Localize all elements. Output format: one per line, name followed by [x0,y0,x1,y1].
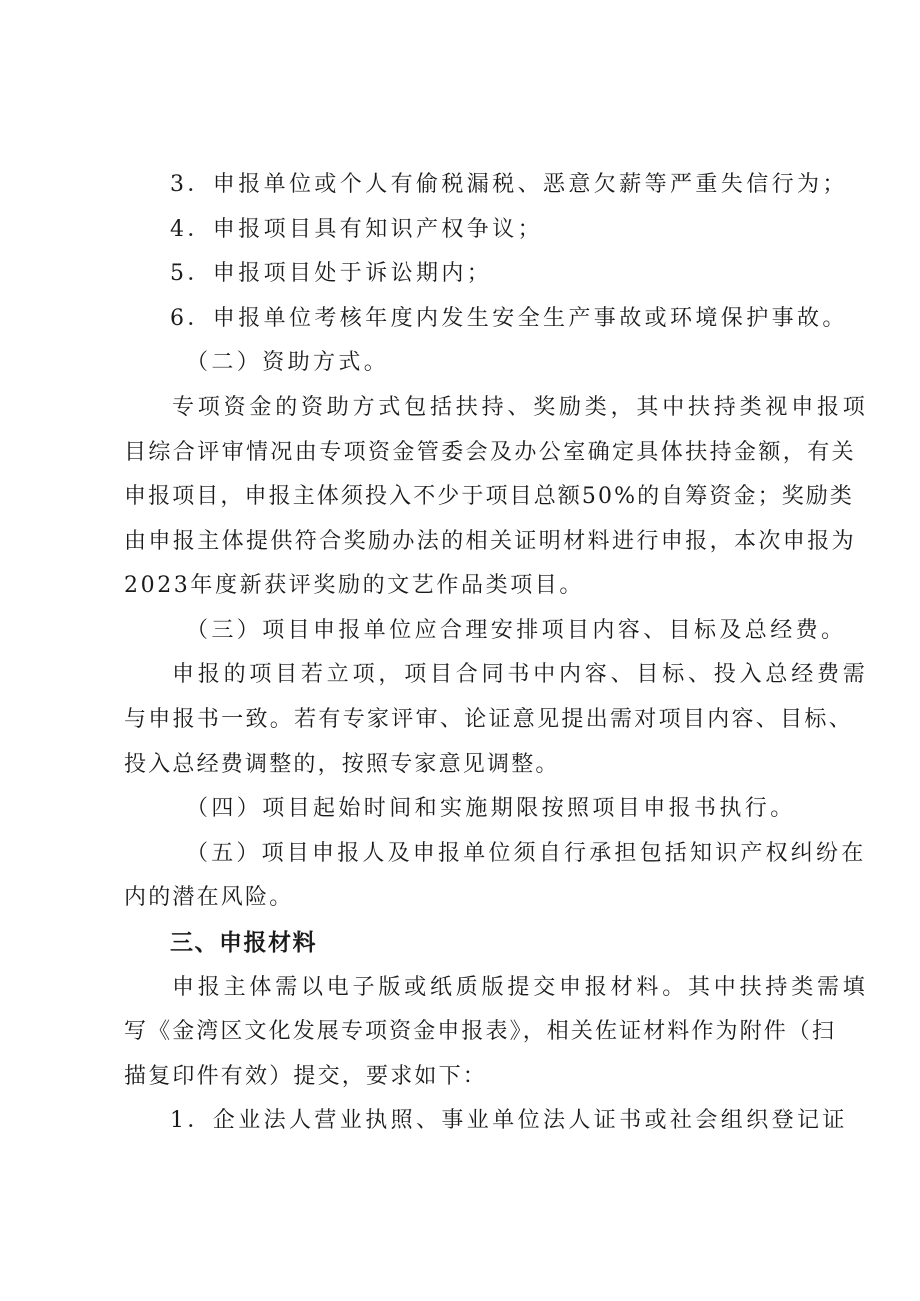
paragraph-line: 描复印件有效）提交，要求如下： [124,1064,488,1089]
list-item-5: 5．申报项目处于诉讼期内； [170,261,493,286]
paragraph-line: 专项资金的资助方式包括扶持、奖励类，其中扶持类视申报项 [172,395,869,420]
paragraph-line: 申报主体需以电子版或纸质版提交申报材料。其中扶持类需填 [172,975,869,1000]
section-title-3: 三、申报材料 [170,930,317,956]
list-item-3: 3．申报单位或个人有偷税漏税、恶意欠薪等严重失信行为； [170,172,848,197]
list-item-4: 4．申报项目具有知识产权争议； [170,217,543,242]
paragraph-line: 写《金湾区文化发展专项资金申报表》，相关佐证材料作为附件（扫 [124,1019,837,1044]
section-heading-5: （五）项目申报人及申报单位须自行承担包括知识产权纠纷在 [186,841,867,866]
paragraph-line: 内的潜在风险。 [124,885,294,910]
section-heading-4: （四）项目起始时间和实施期限按照项目申报书执行。 [186,796,796,821]
list-item-6: 6．申报单位考核年度内发生安全生产事故或环境保护事故。 [170,306,848,331]
paragraph-line: 由申报主体提供符合奖励办法的相关证明材料进行申报，本次申报为 [124,529,857,554]
list-item-1: 1．企业法人营业执照、事业单位法人证书或社会组织登记证 [170,1108,848,1133]
paragraph-line: 申报项目，申报主体须投入不少于项目总额50%的自筹资金；奖励类 [124,484,855,509]
paragraph-line: 与申报书一致。若有专家评审、论证意见提出需对项目内容、目标、 [124,707,854,732]
paragraph-line: 投入总经费调整的，按照专家意见调整。 [124,752,560,777]
paragraph-line: 目综合评审情况由专项资金管委会及办公室确定具体扶持金额，有关 [124,440,857,465]
paragraph-line: 申报的项目若立项，项目合同书中内容、目标、投入总经费需 [172,662,869,687]
paragraph-line: 2023年度新获评奖励的文艺作品类项目。 [124,573,584,598]
section-heading-2: （二）资助方式。 [186,350,390,375]
section-heading-3: （三）项目申报单位应合理安排项目内容、目标及总经费。 [186,618,847,643]
